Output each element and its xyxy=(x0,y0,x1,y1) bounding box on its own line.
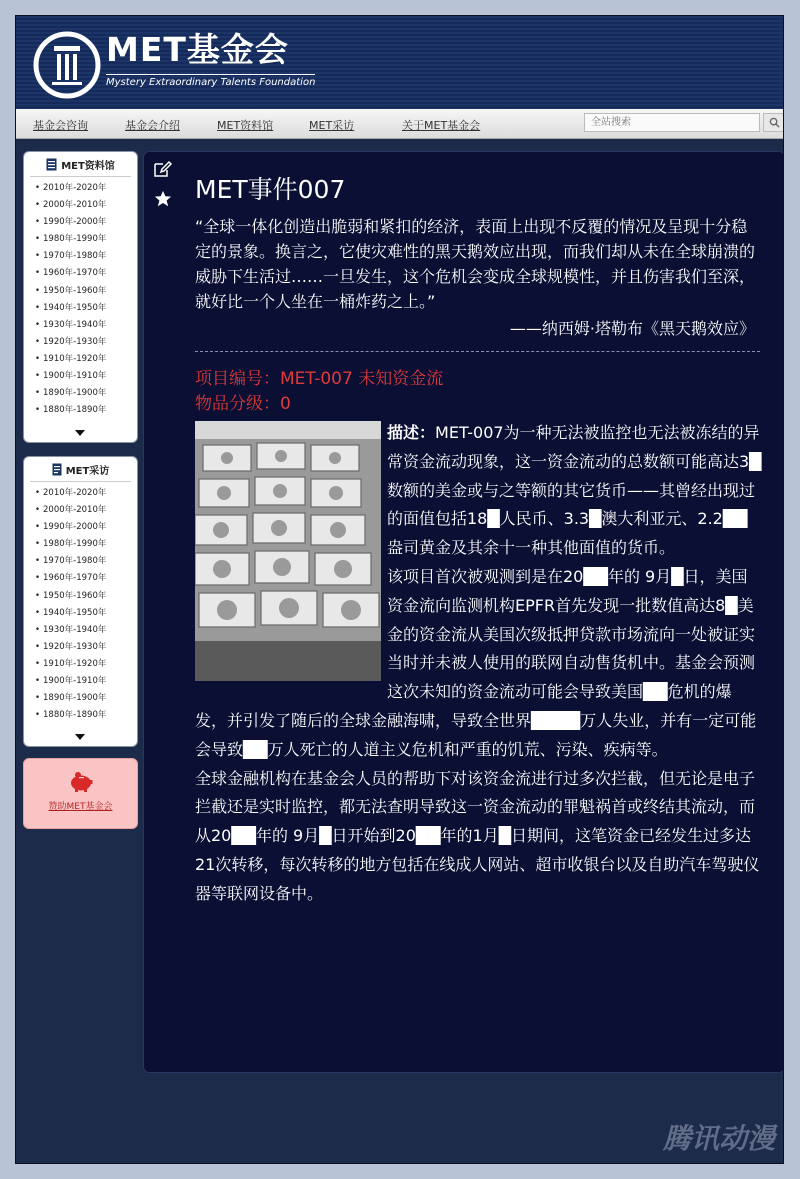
archive-item[interactable]: • 1940年-1950年 xyxy=(35,300,137,317)
nav-item-about[interactable]: 关于MET基金会 xyxy=(402,119,481,132)
epigraph-author: ——纳西姆·塔勒布《黑天鹅效应》 xyxy=(509,319,755,338)
interview-item[interactable]: • 1980年-1990年 xyxy=(35,536,137,553)
archive-panel-header xyxy=(30,152,131,177)
interview-item[interactable]: • 1970年-1980年 xyxy=(35,553,137,570)
archive-item[interactable]: • 2010年-2020年 xyxy=(35,180,137,197)
archive-panel xyxy=(23,151,138,443)
star-icon[interactable] xyxy=(154,190,172,208)
archive-item[interactable]: • 2000年-2010年 xyxy=(35,197,137,214)
interview-item[interactable]: • 1910年-1920年 xyxy=(35,656,137,673)
interview-item[interactable]: • 1950年-1960年 xyxy=(35,588,137,605)
archive-item[interactable]: • 1960年-1970年 xyxy=(35,265,137,282)
nav-item-archive[interactable]: MET资料馆 xyxy=(217,119,274,132)
interview-item[interactable]: • 1960年-1970年 xyxy=(35,570,137,587)
archive-item[interactable]: • 1950年-1960年 xyxy=(35,283,137,300)
archive-item[interactable]: • 1990年-2000年 xyxy=(35,214,137,231)
interview-item[interactable]: • 2000年-2010年 xyxy=(35,502,137,519)
brand-subtitle: Mystery Extraordinary Talents Foundation xyxy=(106,74,315,88)
archive-item[interactable]: • 1900年-1910年 xyxy=(35,368,137,385)
archive-item[interactable]: • 1930年-1940年 xyxy=(35,317,137,334)
interview-panel-title: MET采访 xyxy=(65,465,110,477)
interview-item[interactable]: • 1890年-1900年 xyxy=(35,690,137,707)
divider xyxy=(195,351,760,352)
logo-emblem xyxy=(32,30,102,100)
paragraph-3: 全球金融机构在基金会人员的帮助下对该资金流进行过多次拦截，但无论是电子拦截还是实时监控，都无法查明导致这一资金流动的罪魁祸首或终结其流动，而从20██年的 9月█日开始到20██年的1月█日期间，这笔资金已经发生过多达21次转移，每次转移的地方包括在线成人网站、超市收银台以及自助汽车驾驶仪器等联网设备中。 xyxy=(195,768,760,903)
search-icon xyxy=(769,117,780,128)
interview-item[interactable]: • 1990年-2000年 xyxy=(35,519,137,536)
interview-item[interactable]: • 1920年-1930年 xyxy=(35,639,137,656)
chevron-down-icon[interactable] xyxy=(75,734,85,740)
document-icon xyxy=(52,463,62,476)
interview-item[interactable]: • 1930年-1940年 xyxy=(35,622,137,639)
description-label: 描述： xyxy=(387,423,436,442)
watermark: 腾讯动漫 xyxy=(662,1122,775,1155)
interview-item[interactable]: • 2010年-2020年 xyxy=(35,485,137,502)
interview-item[interactable]: • 1940年-1950年 xyxy=(35,605,137,622)
book-icon xyxy=(46,158,57,171)
chevron-down-icon[interactable] xyxy=(75,430,85,436)
archive-panel-title: MET资料馆 xyxy=(61,160,115,172)
interview-panel-header xyxy=(30,457,131,482)
nav-item-intro[interactable]: 基金会介绍 xyxy=(125,119,180,132)
epigraph-quote: “全球一体化创造出脆弱和紧扣的经济，表面上出现不反覆的情况及呈现十分稳定的景象。换言之，它使灾难性的黑天鹅效应出现，而我们却从未在全球崩溃的威胁下生活过……一旦发生，这个危机会变成全球规模性，并且伤害我们至深，就好比一个人坐在一桶炸药之上。” xyxy=(195,217,756,311)
donate-label: 赞助MET基金会 xyxy=(48,802,113,812)
archive-item[interactable]: • 1890年-1900年 xyxy=(35,385,137,402)
search-input[interactable] xyxy=(584,113,760,132)
archive-item[interactable]: • 1920年-1930年 xyxy=(35,334,137,351)
article-panel xyxy=(143,151,784,1073)
paragraph-1: 描述：MET-007为一种无法被监控也无法被冻结的异常资金流动现象，这一资金流动的总数额可能高达3█数额的美金或与之等额的其它货币——其曾经出现过的面值包括18█人民币、3.3█澳大利亚元、2.2██盎司黄金及其余十一种其他面值的货币。 xyxy=(387,423,762,558)
page-frame xyxy=(15,15,784,1164)
nav-item-interview[interactable]: MET采访 xyxy=(309,119,355,132)
article-tools xyxy=(153,160,175,212)
nav-item-consult[interactable]: 基金会咨询 xyxy=(33,119,88,132)
top-nav xyxy=(16,109,783,139)
item-class: 物品分级：0 xyxy=(195,394,291,414)
archive-item[interactable]: • 1910年-1920年 xyxy=(35,351,137,368)
archive-item[interactable]: • 1980年-1990年 xyxy=(35,231,137,248)
interview-list xyxy=(24,485,137,724)
article-title: MET事件007 xyxy=(195,175,346,204)
brand-title: MET基金会 xyxy=(106,30,289,69)
archive-item[interactable]: • 1880年-1890年 xyxy=(35,402,137,419)
interview-panel xyxy=(23,456,138,747)
interview-item[interactable]: • 1900年-1910年 xyxy=(35,673,137,690)
paragraph-2: 该项目首次被观测到是在20██年的 9月█日，美国资金流向监测机构EPFR首先发现一批数值高达8█美金的资金流从美国次级抵押贷款市场流向一处被证实当时并未被人使用的联网自动售货机中。基金会预测这次未知的资金流动可能会导致美国██危机的爆发，并引发了随后的全球金融海啸，导致全世界████万人失业，并有一定可能会导致██万人死亡的人道主义危机和严重的饥荒、污染、疾病等。 xyxy=(195,566,757,759)
edit-icon[interactable] xyxy=(153,160,173,178)
interview-item[interactable]: • 1880年-1890年 xyxy=(35,707,137,724)
archive-list xyxy=(24,180,137,419)
item-number: 项目编号：MET-007 未知资金流 xyxy=(195,369,444,389)
piggy-bank-icon xyxy=(69,771,93,793)
archive-item[interactable]: • 1970年-1980年 xyxy=(35,248,137,265)
donate-button[interactable] xyxy=(23,758,138,829)
money-stacks-image xyxy=(195,421,381,681)
search-button[interactable] xyxy=(763,113,784,132)
site-header xyxy=(16,16,783,109)
